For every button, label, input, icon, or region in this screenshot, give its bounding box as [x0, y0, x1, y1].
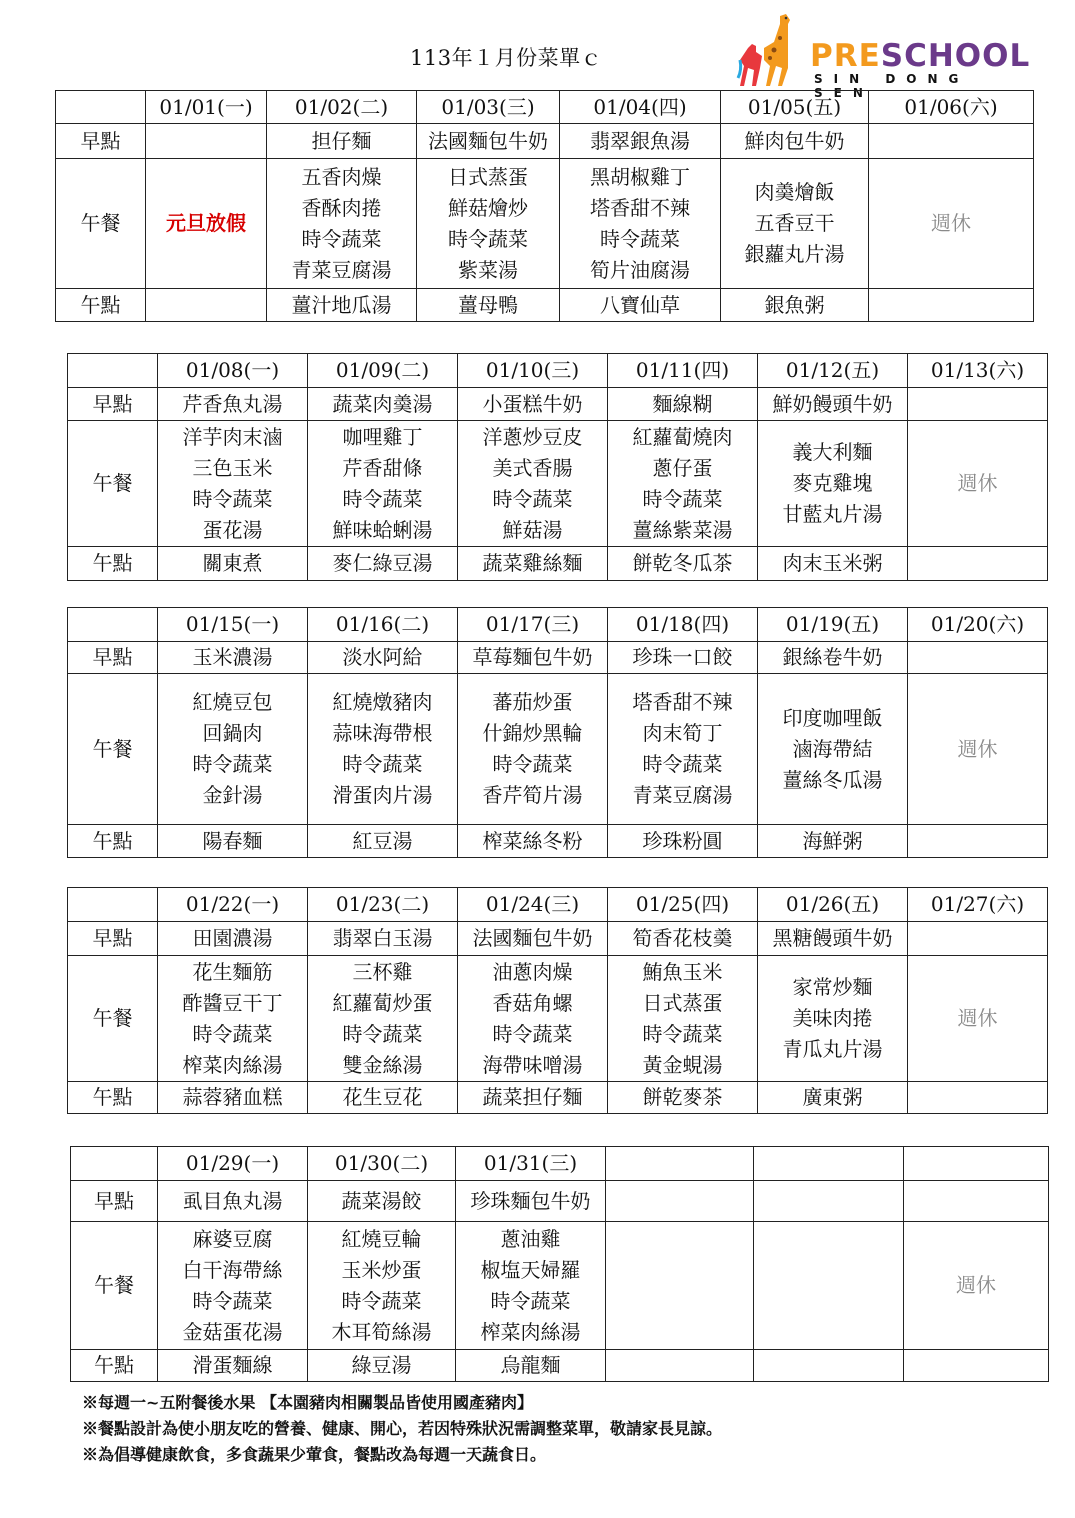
lunch-item: 薑絲紫菜湯 [632, 517, 733, 542]
lunch-cell [458, 421, 608, 547]
row-label-lunch: 午餐 [68, 421, 158, 547]
row-label-lunch: 午餐 [68, 956, 158, 1082]
day-header: 01/05(五) [721, 91, 869, 124]
snack-cell: 綠豆湯 [308, 1350, 456, 1382]
lunch-item: 什錦炒黑輪 [482, 721, 583, 745]
snack-cell [908, 825, 1048, 858]
day-header: 01/27(六) [908, 888, 1048, 922]
lunch-item: 海帶味噌湯 [482, 1052, 583, 1077]
day-header: 01/30(二) [308, 1147, 456, 1181]
lunch-cell [758, 956, 908, 1082]
breakfast-cell [904, 1181, 1049, 1222]
snack-cell: 榨菜絲冬粉 [458, 825, 608, 858]
weekend-cell [908, 956, 1048, 1082]
week-table-2 [67, 353, 1048, 581]
lunch-item: 時令蔬菜 [192, 752, 273, 776]
lunch-cell [606, 1222, 754, 1350]
lunch-item: 香菇角螺 [492, 990, 573, 1015]
breakfast-cell: 芹香魚丸湯 [158, 388, 308, 421]
weekend-cell [869, 159, 1034, 289]
day-header [754, 1147, 904, 1181]
logo-brand-text [810, 38, 1030, 74]
breakfast-cell [146, 124, 267, 159]
preschool-logo [730, 8, 1031, 100]
snack-cell [606, 1350, 754, 1382]
lunch-item: 蔥油雞 [500, 1226, 561, 1251]
lunch-item: 時令蔬菜 [301, 226, 382, 251]
breakfast-cell: 鮮奶饅頭牛奶 [758, 388, 908, 421]
breakfast-cell: 筍香花枝羮 [608, 922, 758, 956]
day-header [904, 1147, 1049, 1181]
lunch-cell [458, 674, 608, 825]
snack-cell [908, 547, 1048, 581]
lunch-item: 榨菜肉絲湯 [182, 1052, 283, 1077]
lunch-item: 洋芋肉末滷 [182, 424, 283, 449]
lunch-cell [758, 421, 908, 547]
lunch-item: 印度咖哩飯 [782, 705, 883, 730]
week-table-5 [70, 1146, 1049, 1382]
row-label-breakfast: 早點 [68, 642, 158, 674]
lunch-item: 雙金絲湯 [342, 1052, 423, 1077]
lunch-cell [267, 159, 417, 289]
day-header: 01/01(一) [146, 91, 267, 124]
lunch-item: 白干海帶絲 [182, 1257, 283, 1282]
breakfast-cell: 鮮肉包牛奶 [721, 124, 869, 159]
lunch-cell [458, 956, 608, 1082]
breakfast-cell: 麵線糊 [608, 388, 758, 421]
corner-cell [68, 608, 158, 642]
snack-cell: 廣東粥 [758, 1082, 908, 1114]
lunch-item: 紫菜湯 [458, 257, 518, 282]
breakfast-cell [908, 922, 1048, 956]
row-label-lunch: 午餐 [56, 159, 146, 289]
lunch-item: 美味肉捲 [792, 1006, 873, 1030]
lunch-item: 時令蔬菜 [492, 752, 573, 776]
row-label-snack: 午點 [68, 547, 158, 581]
lunch-item: 塔香甜不辣 [590, 195, 690, 220]
lunch-item: 時令蔬菜 [490, 1288, 571, 1313]
lunch-item: 榨菜肉絲湯 [480, 1319, 581, 1344]
lunch-item: 時令蔬菜 [342, 752, 423, 776]
day-header: 01/03(三) [417, 91, 560, 124]
lunch-item: 紅燒燉豬肉 [332, 690, 433, 714]
lunch-item: 蔥仔蛋 [652, 455, 713, 480]
snack-cell [908, 1082, 1048, 1114]
lunch-cell [308, 956, 458, 1082]
lunch-item: 週休 [931, 211, 971, 235]
breakfast-cell: 法國麵包牛奶 [458, 922, 608, 956]
lunch-item: 麻婆豆腐 [192, 1226, 273, 1251]
lunch-item: 肉末筍丁 [642, 721, 723, 745]
breakfast-cell: 珍珠麵包牛奶 [456, 1181, 606, 1222]
snack-cell [146, 289, 267, 322]
lunch-item: 時令蔬菜 [341, 1288, 422, 1313]
lunch-item: 時令蔬菜 [642, 486, 723, 511]
page-title: 113年１月份菜單ｃ [410, 46, 603, 70]
lunch-item: 薑絲冬瓜湯 [782, 767, 883, 792]
lunch-item: 滑蛋肉片湯 [332, 783, 433, 807]
breakfast-cell: 玉米濃湯 [158, 642, 308, 674]
breakfast-cell: 淡水阿給 [308, 642, 458, 674]
lunch-item: 時令蔬菜 [600, 226, 680, 251]
logo-brand-pre: PRE [810, 38, 881, 74]
corner-cell [71, 1147, 158, 1181]
lunch-item: 肉羮燴飯 [754, 180, 835, 204]
lunch-cell [560, 159, 721, 289]
snack-cell: 滑蛋麵線 [158, 1350, 308, 1382]
day-header: 01/13(六) [908, 354, 1048, 388]
lunch-item: 塔香甜不辣 [632, 690, 733, 714]
day-header: 01/09(二) [308, 354, 458, 388]
lunch-cell [308, 421, 458, 547]
lunch-item: 三色玉米 [192, 455, 273, 480]
day-header: 01/12(五) [758, 354, 908, 388]
note-line: ※餐點設計為使小朋友吃的營養、健康、開心，若因特殊狀況需調整菜單，敬請家長見諒。 [82, 1419, 723, 1438]
snack-cell: 餅乾麥茶 [608, 1082, 758, 1114]
lunch-item: 三杯雞 [352, 959, 413, 984]
lunch-item: 青菜豆腐湯 [632, 783, 733, 807]
snack-cell: 烏龍麵 [456, 1350, 606, 1382]
snack-cell: 關東煮 [158, 547, 308, 581]
row-label-breakfast: 早點 [71, 1181, 158, 1222]
lunch-item: 時令蔬菜 [192, 1288, 273, 1313]
day-header: 01/04(四) [560, 91, 721, 124]
lunch-item: 紅燒豆包 [192, 690, 273, 714]
day-header [606, 1147, 754, 1181]
corner-cell [68, 354, 158, 388]
snack-cell: 麥仁綠豆湯 [308, 547, 458, 581]
lunch-item: 咖哩雞丁 [342, 424, 423, 449]
lunch-item: 日式蒸蛋 [448, 164, 528, 189]
lunch-item: 時令蔬菜 [192, 1021, 273, 1046]
breakfast-cell: 虱目魚丸湯 [158, 1181, 308, 1222]
breakfast-cell: 銀絲卷牛奶 [758, 642, 908, 674]
lunch-cell [608, 674, 758, 825]
row-label-breakfast: 早點 [68, 922, 158, 956]
lunch-cell [158, 1222, 308, 1350]
lunch-item: 鮮菇燴炒 [448, 195, 528, 220]
day-header: 01/06(六) [869, 91, 1034, 124]
lunch-item: 花生麵筋 [192, 959, 273, 984]
lunch-item: 黑胡椒雞丁 [590, 164, 690, 189]
day-header: 01/11(四) [608, 354, 758, 388]
snack-cell: 陽春麵 [158, 825, 308, 858]
day-header: 01/16(二) [308, 608, 458, 642]
lunch-item: 筍片油腐湯 [590, 257, 690, 282]
breakfast-cell [606, 1181, 754, 1222]
weekend-cell [904, 1222, 1049, 1350]
lunch-cell [758, 674, 908, 825]
breakfast-cell [869, 124, 1034, 159]
lunch-item: 鮮菇湯 [502, 517, 563, 542]
snack-cell: 銀魚粥 [721, 289, 869, 322]
lunch-item: 時令蔬菜 [642, 752, 723, 776]
snack-cell: 珍珠粉圓 [608, 825, 758, 858]
lunch-item: 酢醬豆干丁 [182, 990, 283, 1015]
lunch-item: 金針湯 [202, 783, 263, 807]
lunch-item: 木耳筍絲湯 [331, 1319, 432, 1344]
day-header: 01/18(四) [608, 608, 758, 642]
day-header: 01/02(二) [267, 91, 417, 124]
lunch-cell [754, 1222, 904, 1350]
lunch-item: 紅燒豆輪 [341, 1226, 422, 1251]
lunch-item: 元旦放假 [166, 211, 246, 235]
day-header: 01/22(一) [158, 888, 308, 922]
lunch-item: 時令蔬菜 [448, 226, 528, 251]
note-line: ※為倡導健康飲食，多食蔬果少葷食，餐點改為每週一天蔬食日。 [82, 1445, 547, 1464]
day-header: 01/17(三) [458, 608, 608, 642]
corner-cell [56, 91, 146, 124]
snack-cell: 薑母鴨 [417, 289, 560, 322]
lunch-item: 五香肉燥 [301, 164, 382, 189]
lunch-item: 椒塩天婦羅 [480, 1257, 581, 1282]
day-header: 01/20(六) [908, 608, 1048, 642]
day-header: 01/19(五) [758, 608, 908, 642]
lunch-cell [608, 956, 758, 1082]
row-label-breakfast: 早點 [56, 124, 146, 159]
row-label-lunch: 午餐 [71, 1222, 158, 1350]
lunch-item: 時令蔬菜 [342, 486, 423, 511]
lunch-cell [417, 159, 560, 289]
snack-cell: 餅乾冬瓜茶 [608, 547, 758, 581]
snack-cell: 八寶仙草 [560, 289, 721, 322]
snack-cell [904, 1350, 1049, 1382]
lunch-item: 油蔥肉燥 [492, 959, 573, 984]
lunch-item: 芹香甜條 [342, 455, 423, 480]
giraffe-logo-icon [730, 8, 810, 88]
lunch-item: 青菜豆腐湯 [291, 257, 392, 282]
week-table-1 [55, 90, 1034, 322]
lunch-item: 義大利麵 [792, 440, 873, 464]
lunch-item: 青瓜丸片湯 [782, 1037, 883, 1061]
breakfast-cell: 翡翠白玉湯 [308, 922, 458, 956]
day-header: 01/29(一) [158, 1147, 308, 1181]
lunch-item: 滷海帶結 [792, 736, 873, 761]
snack-cell: 蔬菜担仔麵 [458, 1082, 608, 1114]
snack-cell: 薑汁地瓜湯 [267, 289, 417, 322]
lunch-item: 家常炒麵 [792, 975, 873, 999]
lunch-item: 時令蔬菜 [492, 1021, 573, 1046]
lunch-item: 鮪魚玉米 [642, 959, 723, 984]
logo-subtitle: SIN DONG SEN [814, 72, 970, 100]
lunch-item: 鮮味蛤蜊湯 [332, 517, 433, 542]
lunch-item: 週休 [957, 471, 998, 495]
snack-cell: 蒜蓉豬血糕 [158, 1082, 308, 1114]
note-line: ※每週一~五附餐後水果 【本園豬肉相關製品皆使用國產豬肉】 [82, 1393, 533, 1412]
lunch-cell [158, 674, 308, 825]
lunch-item: 洋蔥炒豆皮 [482, 424, 583, 449]
lunch-cell [158, 956, 308, 1082]
breakfast-cell [754, 1181, 904, 1222]
lunch-item: 銀蘿丸片湯 [744, 242, 845, 266]
lunch-cell [158, 421, 308, 547]
lunch-item: 蒜味海帶根 [332, 721, 433, 745]
day-header: 01/08(一) [158, 354, 308, 388]
week-table-3 [67, 607, 1048, 858]
row-label-snack: 午點 [56, 289, 146, 322]
row-label-snack: 午點 [71, 1350, 158, 1382]
weekend-cell [908, 674, 1048, 825]
lunch-item: 週休 [957, 736, 998, 761]
snack-cell: 海鮮粥 [758, 825, 908, 858]
lunch-cell [308, 1222, 456, 1350]
lunch-item: 回鍋肉 [202, 721, 263, 745]
snack-cell: 肉末玉米粥 [758, 547, 908, 581]
day-header: 01/24(三) [458, 888, 608, 922]
lunch-item: 紅蘿蔔炒蛋 [332, 990, 433, 1015]
breakfast-cell: 小蛋糕牛奶 [458, 388, 608, 421]
lunch-item: 紅蘿蔔燒肉 [632, 424, 733, 449]
lunch-cell [721, 159, 869, 289]
snack-cell: 紅豆湯 [308, 825, 458, 858]
breakfast-cell: 田園濃湯 [158, 922, 308, 956]
breakfast-cell [908, 642, 1048, 674]
lunch-item: 五香豆干 [754, 211, 835, 235]
snack-cell: 花生豆花 [308, 1082, 458, 1114]
lunch-item: 週休 [956, 1273, 996, 1297]
lunch-item: 日式蒸蛋 [642, 990, 723, 1015]
breakfast-cell: 黑糖饅頭牛奶 [758, 922, 908, 956]
day-header: 01/31(三) [456, 1147, 606, 1181]
lunch-item: 時令蔬菜 [192, 486, 273, 511]
lunch-item: 甘藍丸片湯 [782, 502, 883, 526]
breakfast-cell: 蔬菜湯餃 [308, 1181, 456, 1222]
breakfast-cell: 蔬菜肉羮湯 [308, 388, 458, 421]
week-table-4 [67, 887, 1048, 1114]
day-header: 01/25(四) [608, 888, 758, 922]
lunch-cell [608, 421, 758, 547]
lunch-item: 香酥肉捲 [301, 195, 382, 220]
day-header: 01/10(三) [458, 354, 608, 388]
row-label-snack: 午點 [68, 825, 158, 858]
day-header: 01/23(二) [308, 888, 458, 922]
row-label-snack: 午點 [68, 1082, 158, 1114]
day-header: 01/26(五) [758, 888, 908, 922]
lunch-item: 玉米炒蛋 [341, 1257, 422, 1282]
lunch-item: 麥克雞塊 [792, 471, 873, 495]
lunch-cell [146, 159, 267, 289]
lunch-cell [308, 674, 458, 825]
breakfast-cell [908, 388, 1048, 421]
corner-cell [68, 888, 158, 922]
lunch-item: 時令蔬菜 [492, 486, 573, 511]
snack-cell: 蔬菜雞絲麵 [458, 547, 608, 581]
lunch-item: 蕃茄炒蛋 [492, 690, 573, 714]
breakfast-cell: 珍珠一口餃 [608, 642, 758, 674]
breakfast-cell: 翡翠銀魚湯 [560, 124, 721, 159]
weekend-cell [908, 421, 1048, 547]
notes [82, 1390, 722, 1468]
lunch-item: 香芹筍片湯 [482, 783, 583, 807]
lunch-item: 蛋花湯 [202, 517, 263, 542]
logo-brand-rest: SCHOOL [880, 38, 1031, 74]
lunch-cell [456, 1222, 606, 1350]
lunch-item: 美式香腸 [492, 455, 573, 480]
row-label-lunch: 午餐 [68, 674, 158, 825]
day-header: 01/15(一) [158, 608, 308, 642]
breakfast-cell: 法國麵包牛奶 [417, 124, 560, 159]
lunch-item: 金菇蛋花湯 [182, 1319, 283, 1344]
lunch-item: 週休 [957, 1006, 998, 1030]
lunch-item: 時令蔬菜 [642, 1021, 723, 1046]
snack-cell [754, 1350, 904, 1382]
breakfast-cell: 草莓麵包牛奶 [458, 642, 608, 674]
lunch-item: 黃金蜆湯 [642, 1052, 723, 1077]
row-label-breakfast: 早點 [68, 388, 158, 421]
snack-cell [869, 289, 1034, 322]
lunch-item: 時令蔬菜 [342, 1021, 423, 1046]
breakfast-cell: 担仔麵 [267, 124, 417, 159]
